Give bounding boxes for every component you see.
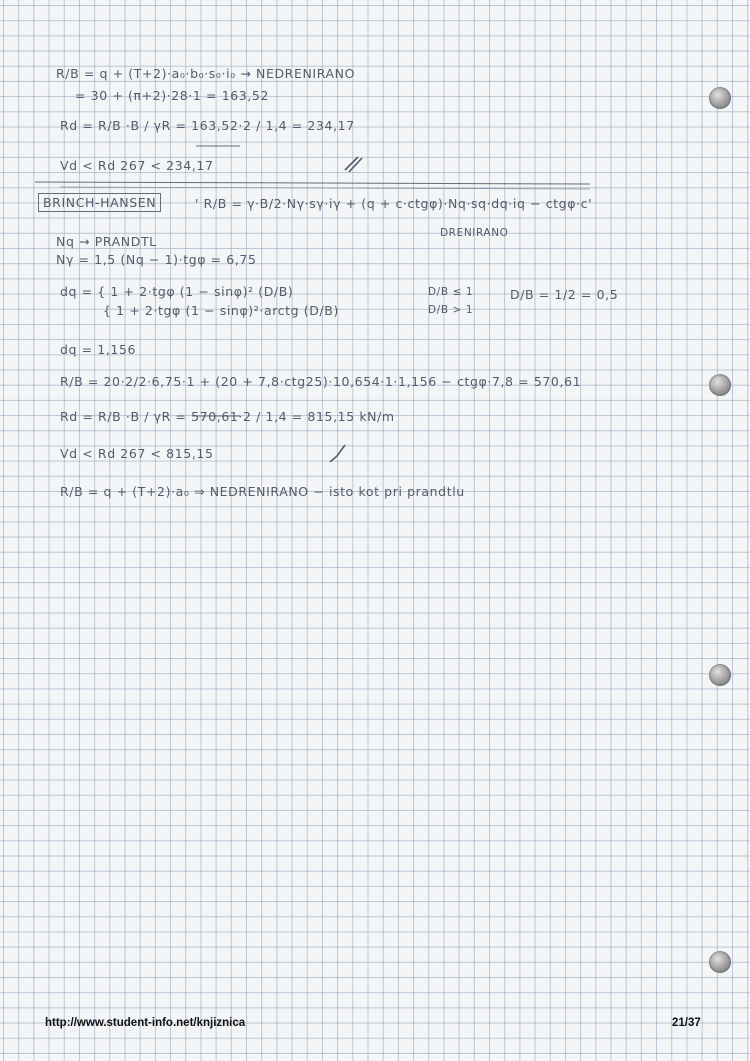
line-9a: dq = { 1 + 2·tgφ (1 − sinφ)² (D/B) — [60, 284, 294, 299]
footer-url: http://www.student-info.net/knjiznica — [45, 1017, 246, 1029]
line-9c: D/B ≤ 1 — [428, 286, 474, 298]
line-7: Nq → PRANDTL — [56, 234, 157, 249]
line-9e: D/B = 1/2 = 0,5 — [510, 287, 619, 302]
section-divider — [35, 182, 590, 184]
line-12: Rd = R/B ·B / γR = 570,61·2 / 1,4 = 815,15 kN/m — [60, 409, 395, 424]
line-1: R/B = q + (T+2)·a₀·b₀·s₀·i₀ → NEDRENIRANO — [56, 66, 356, 81]
brinch-hansen-label: BRINCH-HANSEN — [38, 193, 161, 212]
line-13: Vd < Rd 267 < 815,15 — [60, 446, 214, 461]
line-11: R/B = 20·2/2·6,75·1 + (20 + 7,8·ctg25)·10,654·1·1,156 − ctgφ·7,8 = 570,61 — [60, 374, 582, 389]
line-9b: { 1 + 2·tgφ (1 − sinφ)²·arctg (D/B) — [103, 303, 339, 318]
footer-page-number: 21/37 — [672, 1017, 701, 1029]
line-6: DRENIRANO — [440, 227, 509, 239]
line-4: Vd < Rd 267 < 234,17 — [60, 158, 214, 173]
line-5: ' R/B = γ·B/2·Nγ·sγ·iγ + (q + c·ctgφ)·Nq·sq·dq·iq − ctgφ·c' — [195, 196, 593, 211]
line-2: = 30 + (π+2)·28·1 = 163,52 — [75, 88, 270, 103]
check-mark-1 — [345, 157, 362, 172]
line-8: Nγ = 1,5 (Nq − 1)·tgφ = 6,75 — [56, 252, 257, 267]
line-9d: D/B > 1 — [428, 304, 474, 316]
section-divider-2 — [60, 187, 590, 189]
line-3: Rd = R/B ·B / γR = 163,52·2 / 1,4 = 234,17 — [60, 118, 355, 133]
check-mark-2 — [330, 445, 345, 462]
line-10: dq = 1,156 — [60, 342, 137, 357]
line-14: R/B = q + (T+2)·a₀ ⇒ NEDRENIRANO − isto kot pri prandtlu — [60, 484, 465, 499]
